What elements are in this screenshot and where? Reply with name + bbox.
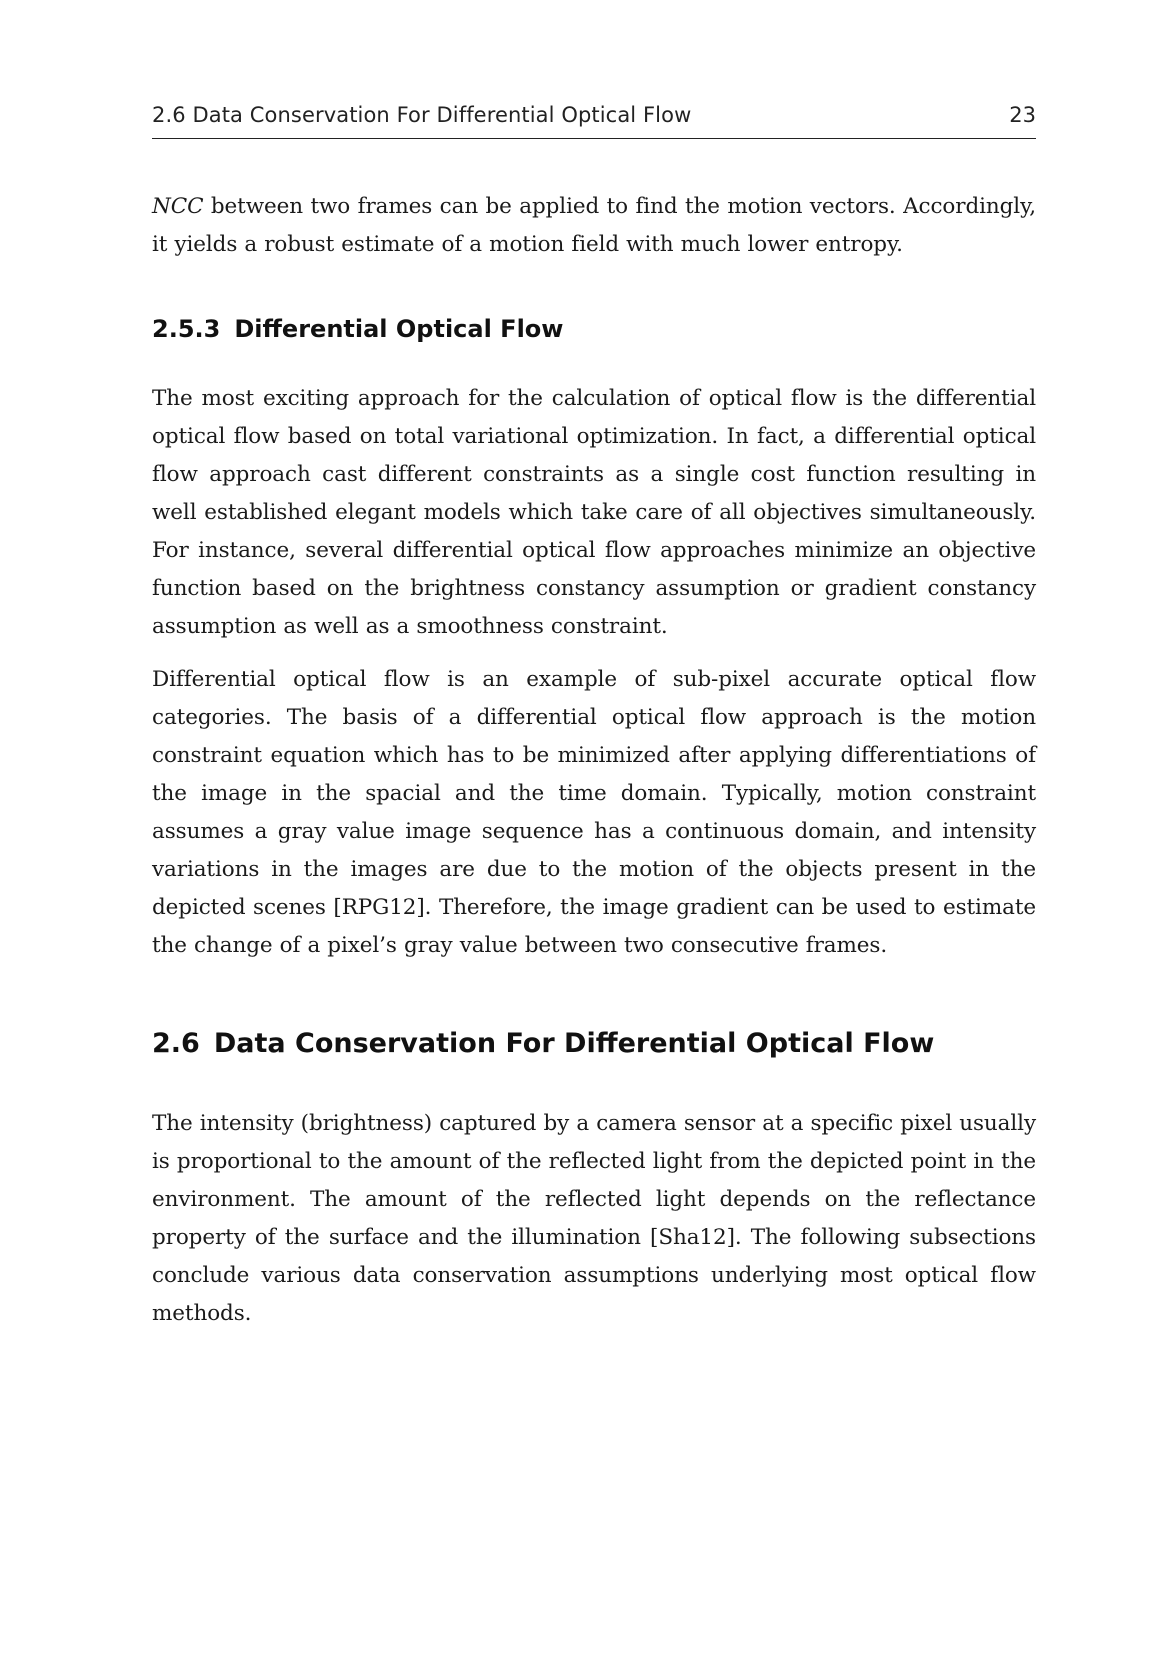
subsection-number: 2.5.3 xyxy=(152,315,221,343)
running-title: 2.6 Data Conservation For Differential Optical Flow xyxy=(152,103,692,127)
page-number: 23 xyxy=(1009,103,1036,127)
section-number: 2.6 xyxy=(152,1028,200,1059)
subsection-heading xyxy=(152,314,1036,344)
page-body xyxy=(152,188,1036,1333)
intro-paragraph xyxy=(152,188,1036,264)
section-heading xyxy=(152,1027,1036,1061)
paragraph: The most exciting approach for the calculation of optical flow is the differential optical flow based on total variational optimization. In fact, a differential optical flow approach cast different constraints as a single cost function resulting in well established elegant models which take care of all objectives simultaneously. For instance, several differential optical flow approaches minimize an objective function based on the brightness constancy assumption or gradient constancy assumption as well as a smoothness constraint. xyxy=(152,386,1036,639)
intro-text: between two frames can be applied to find the motion vectors. Accordingly, it yields a robust estimate of a motion field with much lower entropy. xyxy=(152,194,1036,257)
section-title: Data Conservation For Differential Optical Flow xyxy=(213,1028,935,1059)
running-header xyxy=(152,100,1036,139)
subsection-title: Differential Optical Flow xyxy=(234,315,564,343)
paragraph: Differential optical flow is an example of sub-pixel accurate optical flow categories. The basis of a differential optical flow approach is the motion constraint equation which has to be minimized after applying differentiations of the image in the spacial and the time domain. Typically, motion constraint assumes a gray value image sequence has a continuous domain, and intensity variations in the images are due to the motion of the objects present in the depicted scenes [RPG12]. Therefore, the image gradient can be used to estimate the change of a pixel’s gray value between two consecutive frames. xyxy=(152,667,1036,958)
paragraph: The intensity (brightness) captured by a camera sensor at a specific pixel usually is proportional to the amount of the reflected light from the depicted point in the environment. The amount of the reflected light depends on the reflectance property of the surface and the illumination [Sha12]. The following subsections conclude various data conservation assumptions underlying most optical flow methods. xyxy=(152,1111,1036,1326)
ncc-abbreviation: NCC xyxy=(152,194,204,219)
